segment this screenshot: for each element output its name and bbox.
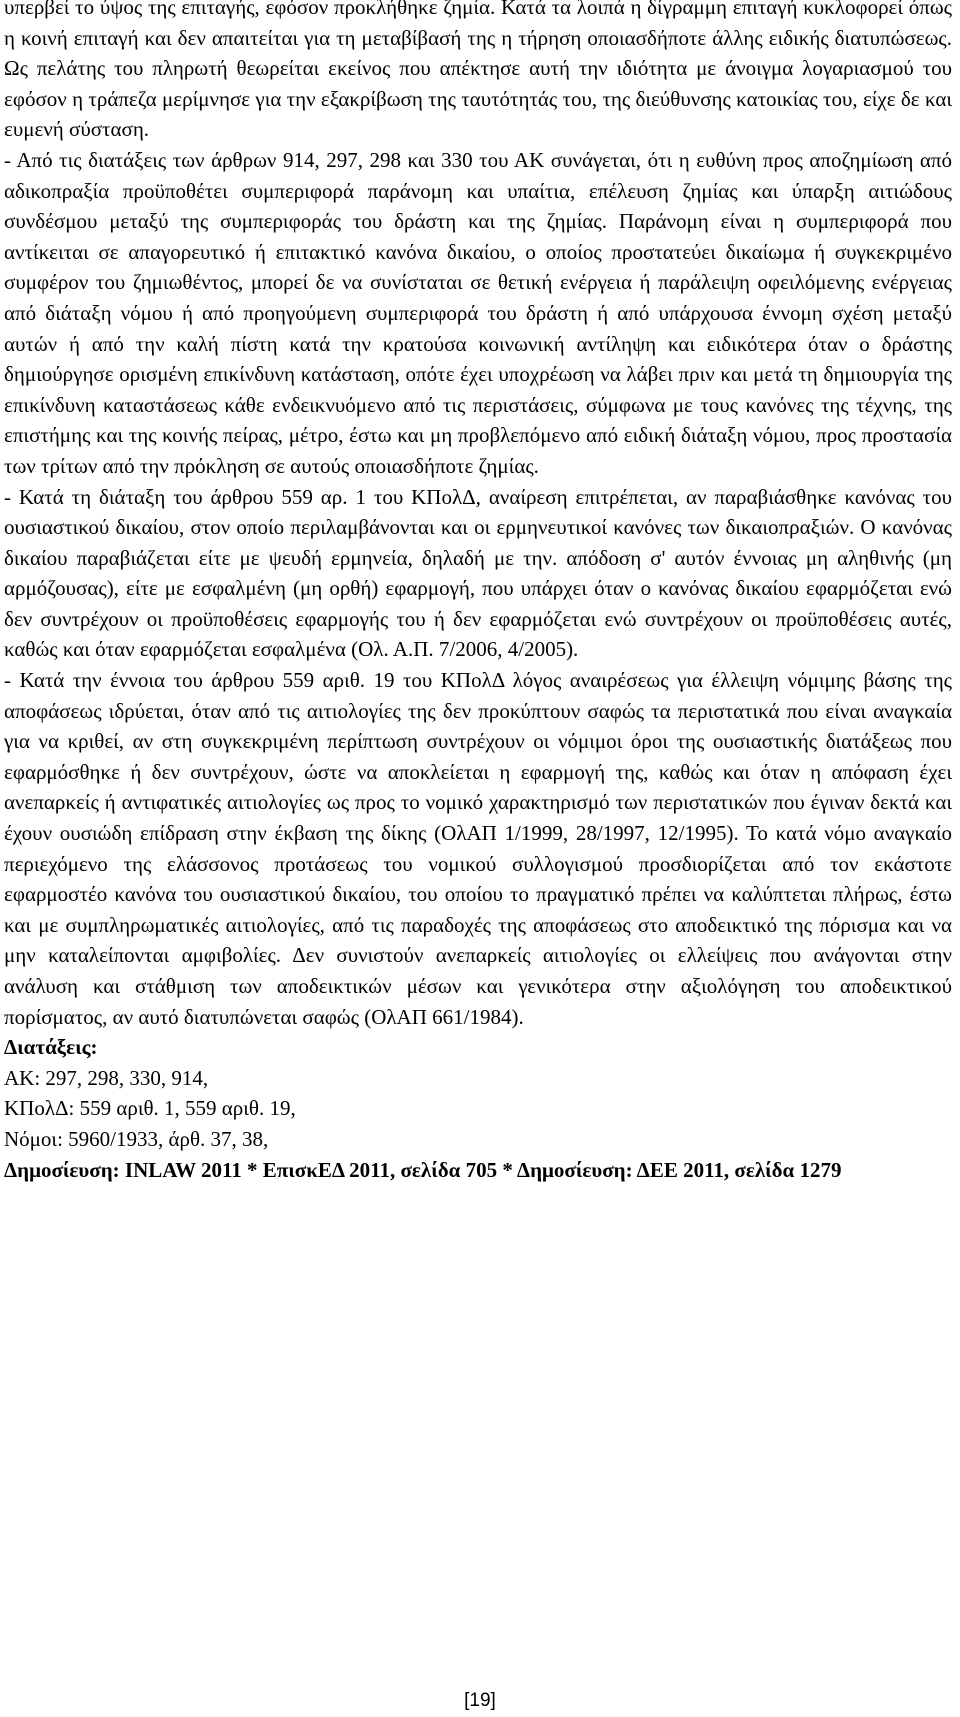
provision-civil-procedure: ΚΠολΔ: 559 αριθ. 1, 559 αριθ. 19, [4, 1096, 296, 1121]
paragraph-cassation-559-1: - Κατά τη διάταξη του άρθρου 559 αρ. 1 του ΚΠολΔ, αναίρεση επιτρέπεται, αν παραβιάσθηκε κανόνας του ουσιαστικού δικαίου, στον οποίο περιλαμβάνονται και οι ερμηνευτικοί κανόνες των δικαιοπραξιών. Ο κανόνας δικαίου παραβιάζεται είτε με ψευδή ερμηνεία, δηλαδή με την. απόδοση σ' αυτόν έννοιας μη αληθινής (μη αρμόζουσας), είτε με εσφαλμένη (μη ορθή) εφαρμογή, που υπάρχει όταν ο κανόνας δικαίου εφαρμόζεται ενώ δεν συντρέχουν οι προϋποθέσεις εφαρμογής του ή δεν εφαρμόζεται ενώ συντρέχουν οι προϋποθέσεις αυτές, καθώς και όταν εφαρμόζεται εσφαλμένα (Ολ. Α.Π. 7/2006, 4/2005). [4, 484, 952, 662]
paragraph-check-clients: υπερβεί το ύψος της επιταγής, εφόσον προκλήθηκε ζημία. Κατά τα λοιπά η δίγραμμη επιταγή κυκλοφορεί όπως η κοινή επιταγή και δεν απαιτείται για τη μεταβίβασή της η τήρηση οποιασδήποτε άλλης ειδικής διατυπώσεως. Ως πελάτης του πληρωτή θεωρείται εκείνος που απέκτησε αυτή την ιδιότητα με άνοιγμα λογαριασμού του εφόσον η τράπεζα μερίμνησε για την εξακρίβωση της ταυτότητάς του, της διεύθυνσης κατοικίας του, είχε δε και ευμενή σύσταση. [4, 0, 952, 142]
provision-civil-code: ΑΚ: 297, 298, 330, 914, [4, 1065, 209, 1090]
paragraph-tort-liability: - Από τις διατάξεις των άρθρων 914, 297, 298 και 330 του ΑΚ συνάγεται, ότι η ευθύνη προς αποζημίωση από αδικοπραξία προϋποθέτει συμπεριφορά παράνομη και υπαίτια, επέλευση ζημίας και ύπαρξη αιτιώδους συνδέσμου μεταξύ της συμπεριφοράς του δράστη και της ζημίας. Παράνομη είναι η συμπεριφορά που αντίκειται σε απαγορευτικό ή επιτακτικό κανόνα δικαίου, ο οποίος προστατεύει δικαίωμα ή συγκεκριμένο συμφέρον του ζημιωθέντος, μπορεί δε να συνίσταται σε θετική ενέργεια ή παράλειψη οφειλόμενης ενέργειας από διάταξη νόμου ή από προηγούμενη συμπεριφορά του δράστη ή από υπάρχουσα έννομη σχέση μεταξύ αυτών ή από την καλή πίστη κατά την κρατούσα κοινωνική αντίληψη και ειδικότερα όταν ο δράστης δημιούργησε ορισμένη επικίνδυνη κατάσταση, οπότε έχει υποχρέωση να λάβει πριν και μετά τη δημιουργία της επικίνδυνη καταστάσεως κάθε ενδεικνυόμενο από τις περιστάσεις, σύμφωνα με τους κανόνες της τέχνης, της επιστήμης και της κοινής πείρας, μέτρο, έστω και μη προβλεπόμενο από ειδική διάταξη νόμου, προς προστασία των τρίτων από την πρόκληση σε αυτούς οποιασδήποτε ζημίας. [4, 147, 952, 478]
publication-info: Δημοσίευση: INLAW 2011 * ΕπισκΕΔ 2011, σελίδα 705 * Δημοσίευση: ΔΕΕ 2011, σελίδα 1279 [4, 1157, 842, 1182]
page-number: [19] [464, 1690, 496, 1711]
provision-laws: Νόμοι: 5960/1933, άρθ. 37, 38, [4, 1126, 269, 1151]
provisions-heading: Διατάξεις: [4, 1035, 98, 1060]
paragraph-cassation-559-19: - Κατά την έννοια του άρθρου 559 αριθ. 19 του ΚΠολΔ λόγος αναιρέσεως για έλλειψη νόμιμης βάσης της αποφάσεως ιδρύεται, όταν από τις αιτιολογίες της δεν προκύπτουν σαφώς τα περιστατικά που είναι αναγκαία για να κριθεί, αν στη συγκεκριμένη περίπτωση συντρέχουν οι νόμιμοι όροι της ουσιαστικής διατάξεως που εφαρμόσθηκε ή δεν συντρέχουν, ώστε να αποκλείεται η εφαρμογή της, καθώς και όταν η απόφαση έχει ανεπαρκείς ή αντιφατικές αιτιολογίες ως προς το νομικό χαρακτηρισμό των περιστατικών που έγιναν δεκτά και έχουν ουσιώδη επίδραση στην έκβαση της δίκης (ΟλΑΠ 1/1999, 28/1997, 12/1995). Το κατά νόμο αναγκαίο περιεχόμενο της ελάσσονος προτάσεως του νομικού συλλογισμού προσδιορίζεται από τον εκάστοτε εφαρμοστέο κανόνα του ουσιαστικού δικαίου, του οποίου το πραγματικό πρέπει να καλύπτεται πλήρως, έστω και με συμπληρωματικές αιτιολογίες, από τις παραδοχές της αποφάσεως στο αποδεικτικό της πόρισμα και να μην καταλείπονται αμφιβολίες. Δεν συνιστούν ανεπαρκείς αιτιολογίες οι ελλείψεις που ανάγονται στην ανάλυση και στάθμιση των αποδεικτικών μέσων και γενικότερα στην αξιολόγηση του αποδεικτικού πορίσματος, αν αυτό διατυπώνεται σαφώς (ΟλΑΠ 661/1984). [4, 668, 952, 1029]
document-page [4, 0, 952, 1185]
